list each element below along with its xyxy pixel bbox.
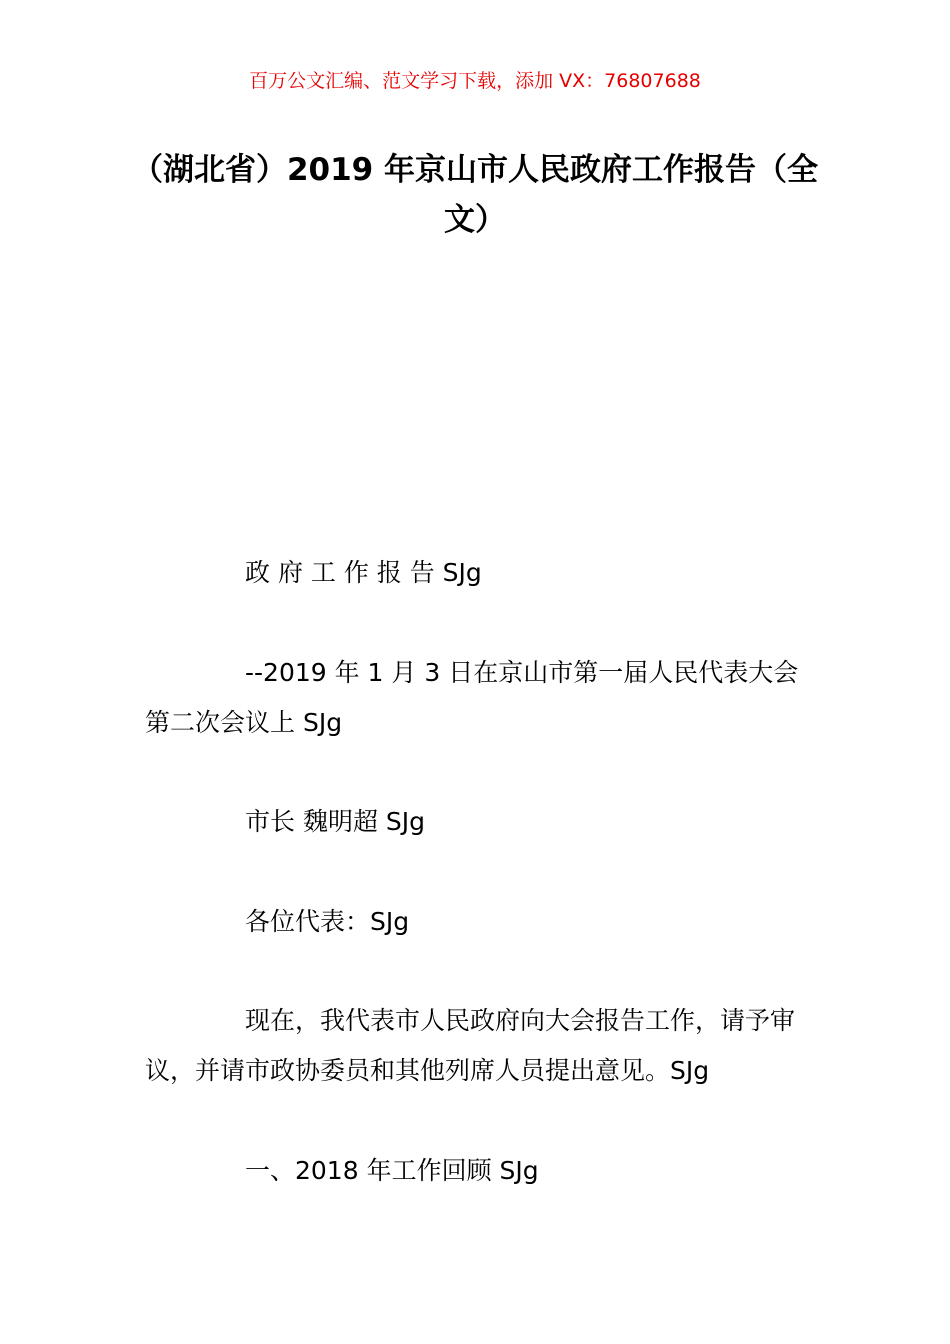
document-title: （湖北省）2019 年京山市人民政府工作报告（全文） — [131, 152, 819, 238]
header-watermark-note: 百万公文汇编、范文学习下载，添加 VX：76807688 — [249, 70, 701, 92]
report-heading: 政 府 工 作 报 告 SJg — [245, 558, 482, 587]
mayor-byline: 市长 魏明超 SJg — [245, 807, 426, 836]
greeting-paragraph: 各位代表：SJg — [245, 907, 410, 936]
intro-paragraph: 现在，我代表市人民政府向大会报告工作，请予审议，并请市政协委员和其他列席人员提出意见。SJg — [145, 1006, 796, 1085]
section-heading-one: 一、2018 年工作回顾 SJg — [245, 1156, 539, 1185]
meeting-subtitle: --2019 年 1 月 3 日在京山市第一届人民代表大会第二次会议上 SJg — [145, 658, 799, 737]
